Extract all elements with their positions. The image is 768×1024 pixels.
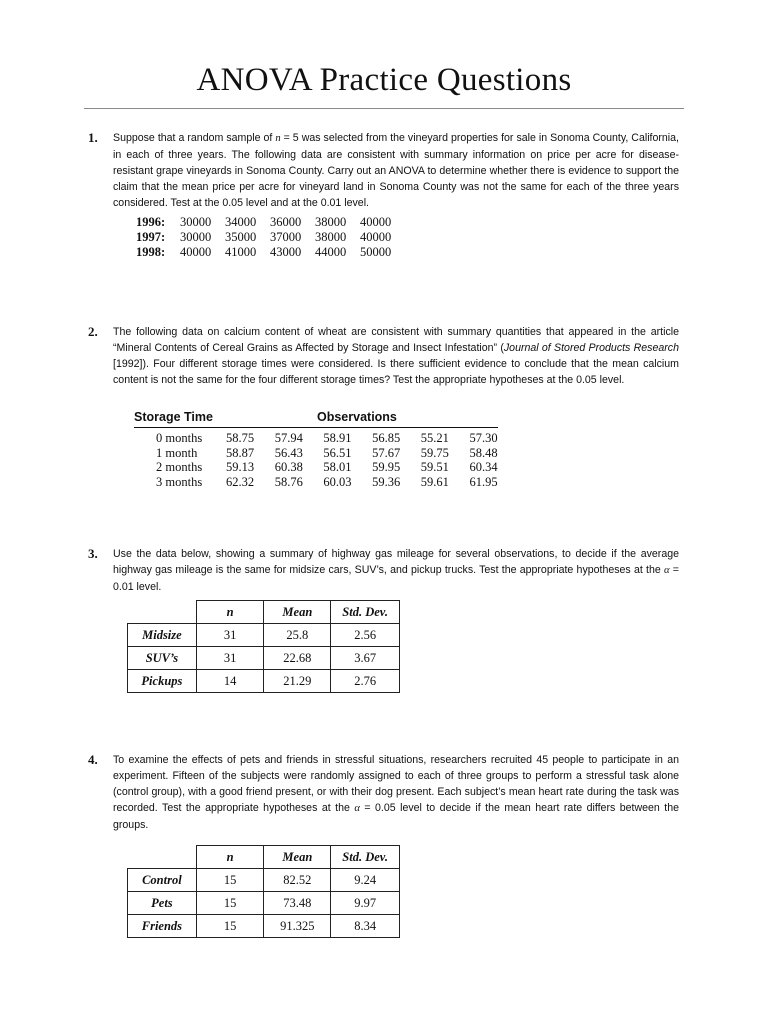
question-number: 2.: [88, 324, 98, 339]
journal-title: Journal of Stored Products Research: [503, 342, 679, 354]
table-row: Pickups 14 21.29 2.76: [128, 670, 400, 693]
n-variable: n: [275, 133, 281, 144]
data-row: 0 months 58.75 57.94 58.91 56.85 55.21 57.30: [156, 431, 498, 445]
header-observations: Observations: [317, 410, 397, 424]
question-number: 3.: [88, 546, 98, 561]
table-row: Friends 15 91.325 8.34: [128, 915, 400, 938]
data-row-1998: 1998: 40000 41000 43000 44000 50000: [136, 245, 392, 259]
header-std-dev: Std. Dev.: [331, 601, 400, 624]
data-row: 3 months 62.32 58.76 60.03 59.36 59.61 61.95: [156, 474, 498, 489]
table-row: Midsize 31 25.8 2.56: [128, 624, 400, 647]
table-row: SUV’s 31 22.68 3.67: [128, 647, 400, 670]
table-header: [134, 410, 498, 428]
question-number: 4.: [88, 752, 98, 767]
question-text: Suppose that a random sample of n = 5 was selected from the vineyard properties for sale in Sonoma County, California, in each of three years. The following data are consistent with summary information on price per acre for disease-resistant grape vineyards in Sonoma County. Carry out an ANOVA to determine whether there is evidence to support the claim that the mean price per acre for vineyard land in Sonoma County was not the same for each of the three years considered. Test at the 0.05 level and at the 0.01 level.: [113, 132, 680, 209]
header-std-dev: Std. Dev.: [331, 846, 400, 869]
alpha-symbol: α: [664, 565, 670, 576]
table-row: Control 15 82.52 9.24: [128, 869, 400, 892]
page-title: ANOVA Practice Questions: [196, 62, 572, 98]
calcium-data-table: [134, 410, 498, 489]
question-number: 1.: [88, 130, 98, 145]
table-row: Pets 15 73.48 9.97: [128, 892, 400, 915]
header-storage-time: Storage Time: [134, 410, 213, 424]
question-text: To examine the effects of pets and friends in stressful situations, researchers recruited 45 people to participate in an experiment. Fifteen of the subjects were randomly assigned to each of three groups to perform a stressful task alone (control group), with a good friend present, or with their dog present. Each subject’s mean heart rate during the task was recorded. Test the appropriate hypotheses at the α = 0.05 level to decide if the mean heart rate differs between the groups.: [113, 754, 679, 831]
header-mean: Mean: [264, 846, 331, 869]
data-row: 2 months 59.13 60.38 58.01 59.95 59.51 60.34: [156, 460, 498, 475]
header-mean: Mean: [264, 601, 331, 624]
header-n: n: [196, 601, 264, 624]
header-n: n: [196, 846, 264, 869]
table-header-row: [128, 601, 400, 624]
question-text: The following data on calcium content of wheat are consistent with summary quantities that appeared in the article “Mineral Contents of Cereal Grains as Affected by Storage and Insect Infestation” (Journal of Stored Products Research [1992]). Four different storage times were considered. Is there sufficient evidence to conclude that the mean calcium content is not the same for the four different storage times? Test the appropriate hypotheses at the 0.05 level.: [113, 326, 679, 386]
alpha-symbol: α: [354, 803, 360, 814]
gas-mileage-table: [127, 600, 400, 693]
data-row-1997: 1997: 30000 35000 37000 38000 40000: [136, 230, 392, 244]
title-divider: [84, 108, 684, 109]
heart-rate-table: [127, 845, 400, 938]
data-row-1996: 1996: 30000 34000 36000 38000 40000: [136, 215, 392, 229]
data-row: 1 month 58.87 56.43 56.51 57.67 59.75 58.48: [156, 445, 498, 460]
vineyard-price-data: [136, 215, 405, 260]
table-header-row: [128, 846, 400, 869]
question-text: Use the data below, showing a summary of highway gas mileage for several observations, to decide if the average highway gas mileage is the same for midsize cars, SUV’s, and pickup trucks. Test the appropriate hypotheses at the α = 0.01 level.: [113, 548, 679, 593]
